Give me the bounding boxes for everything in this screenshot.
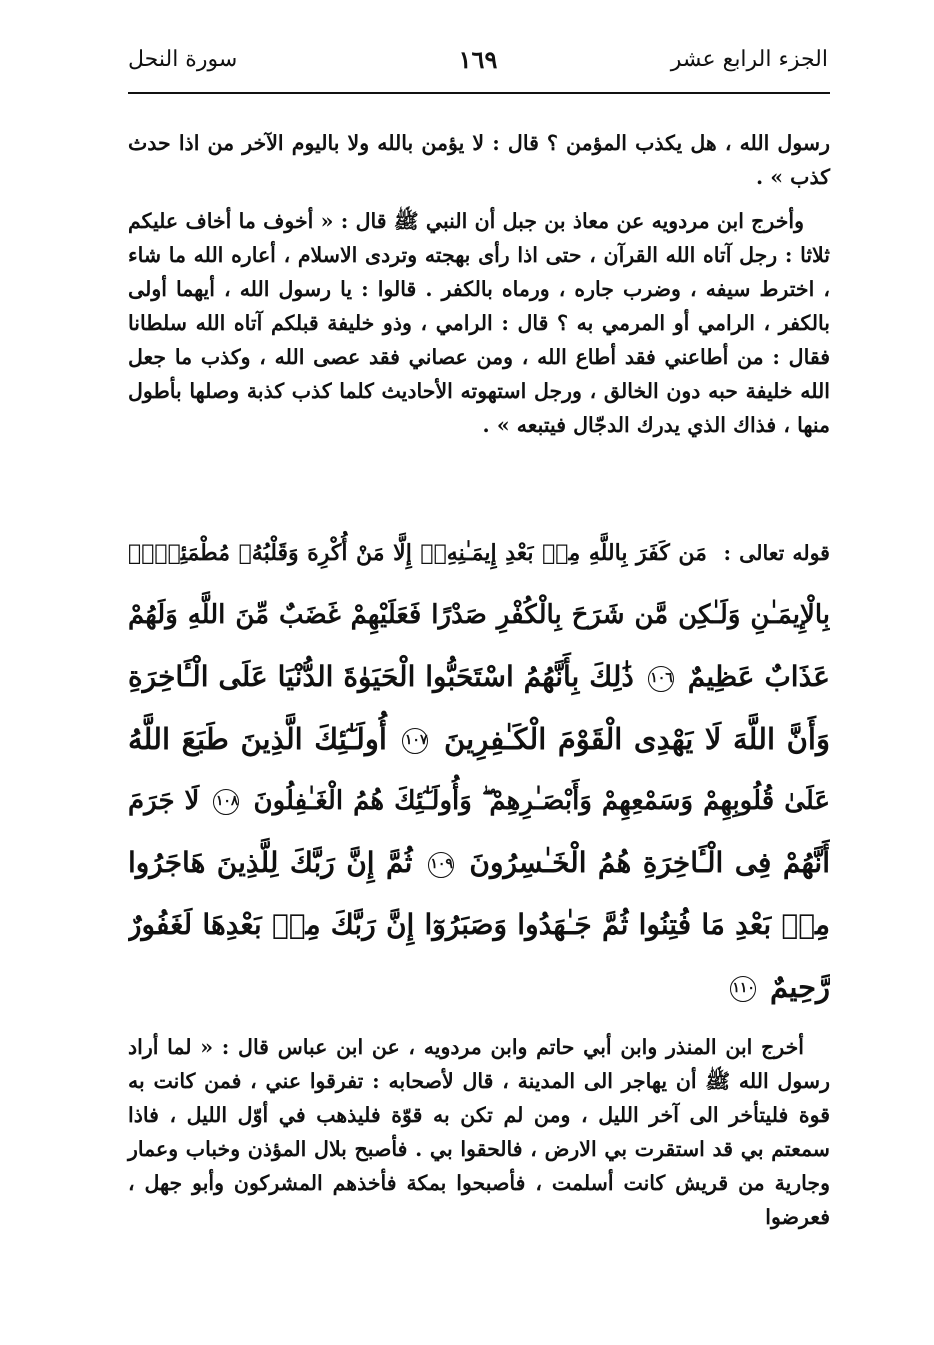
- running-head-part: الجزء الرابع عشر: [670, 47, 828, 72]
- quran-verses: [128, 522, 830, 1018]
- verse-line: [128, 894, 830, 956]
- ayah-number-marker: ١٠٦: [648, 666, 674, 692]
- ayah-number-marker: ١٠٧: [402, 728, 428, 754]
- verse-line: [128, 956, 830, 1018]
- verse-text: وَأَنَّ اللَّهَ لَا يَهْدِى الْقَوْمَ الْكَـٰفِرِينَ: [444, 722, 830, 756]
- commentary-bottom: [128, 1030, 830, 1234]
- verse-line: [128, 584, 830, 646]
- header-rule: [128, 92, 830, 94]
- page-number: ١٦٩: [458, 45, 498, 74]
- ayah-number-marker: ١٠٨: [213, 789, 239, 815]
- verse-text: مِنۢ بَعْدِ مَا فُتِنُوا ثُمَّ جَـٰهَدُوا وَصَبَرُوٓا إِنَّ رَبَّكَ مِنۢ بَعْدِهَا لَغَفُورٌ: [128, 908, 830, 941]
- verse-text: ثُمَّ إِنَّ رَبَّكَ لِلَّذِينَ هَاجَرُوا: [128, 846, 413, 879]
- verse-text: عَذَابٌ عَظِيمٌ: [687, 660, 830, 693]
- ayah-number-marker: ١١٠: [730, 976, 756, 1002]
- verse-line: [128, 832, 830, 894]
- paragraph: رسول الله ، هل يكذب المؤمن ؟ قال : لا يؤمن بالله ولا باليوم الآخر من اذا حدث كذب » .: [128, 131, 830, 189]
- paragraph: وأخرج ابن مردويه عن معاذ بن جبل أن النبي ﷺ قال : « أخوف ما أخاف عليكم ثلاثا : رجل آتاه الله القرآن ، حتى اذا رأى بهجته وتردى الاسلام ، أعاره الله ما شاء ، اخترط سيفه ، وضرب جاره ، ورماه بالكفر . قالوا : يا رسول الله ، أيهما أولى بالكفر ، الرامي أو المرمي به ؟ قال : الرامي ، وذو خليفة قبلكم آتاه الله سلطانا فقال : من أطاعني فقد أطاع الله ، ومن عصاني فقد عصى الله ، وكذب ما جعل الله خليفة حبه دون الخالق ، ورجل استهوته الأحاديث كلما كذب كذبة وصلها بأطول منها ، فذاك الذي يدرك الدجّال فيتبعه » .: [128, 209, 830, 437]
- running-head-surah: سورة النحل: [128, 47, 238, 72]
- verse-line: [128, 522, 830, 584]
- verse-text: رَّحِيمٌ: [770, 970, 830, 1004]
- commentary-top: [128, 126, 830, 442]
- ayah-number-marker: ١٠٩: [428, 852, 454, 878]
- paragraph: أخرج ابن المنذر وابن أبي حاتم وابن مردويه ، عن ابن عباس قال : « لما أراد رسول الله ﷺ أن يهاجر الى المدينة ، قال لأصحابه : تفرقوا عني ، فمن كانت به قوة فليتأخر الى آخر الليل ، ومن لم تكن به قوّة فليذهب في أوّل الليل ، فاذا سمعتم بي قد استقرت بي الارض ، فالحقوا بي . فأصبح بلال المؤذن وخباب وعمار وجارية من قريش كانت أسلمت ، فأصبحوا بمكة فأخذهم المشركون وأبو جهل ، فعرضوا: [128, 1035, 830, 1229]
- verse-line: [128, 770, 830, 832]
- verse-text: عَلَىٰ قُلُوبِهِمْ وَسَمْعِهِمْ وَأَبْصَـٰرِهِمْ ۖ وَأُولَـٰٓئِكَ هُمُ الْغَـٰفِلُونَ: [253, 786, 830, 816]
- verse-text: لَا جَرَمَ: [128, 786, 200, 816]
- verse-text: مَن كَفَرَ بِاللَّهِ مِنۢ بَعْدِ إِيمَـٰنِهِۦٓ إِلَّا مَنْ أُكْرِهَ وَقَلْبُهُۥ مُطْمَئِنٌّۢ: [128, 540, 707, 566]
- page-header: [128, 40, 828, 84]
- verse-text: بِالْإِيمَـٰنِ وَلَـٰكِن مَّن شَرَحَ بِالْكُفْرِ صَدْرًا فَعَلَيْهِمْ غَضَبٌ مِّنَ اللَّهِ وَلَهُمْ: [128, 600, 830, 630]
- verse-text: ذَٰلِكَ بِأَنَّهُمُ اسْتَحَبُّوا الْحَيَوٰةَ الدُّنْيَا عَلَى الْـَٔاخِرَةِ: [128, 660, 634, 693]
- verse-text: أُولَـٰٓئِكَ الَّذِينَ طَبَعَ اللَّهُ: [128, 722, 387, 756]
- verse-line: [128, 646, 830, 708]
- verse-line: [128, 708, 830, 770]
- verse-text: أَنَّهُمْ فِى الْـَٔاخِرَةِ هُمُ الْخَـٰسِرُونَ: [469, 846, 830, 879]
- verse-intro: قوله تعالى :: [723, 541, 830, 565]
